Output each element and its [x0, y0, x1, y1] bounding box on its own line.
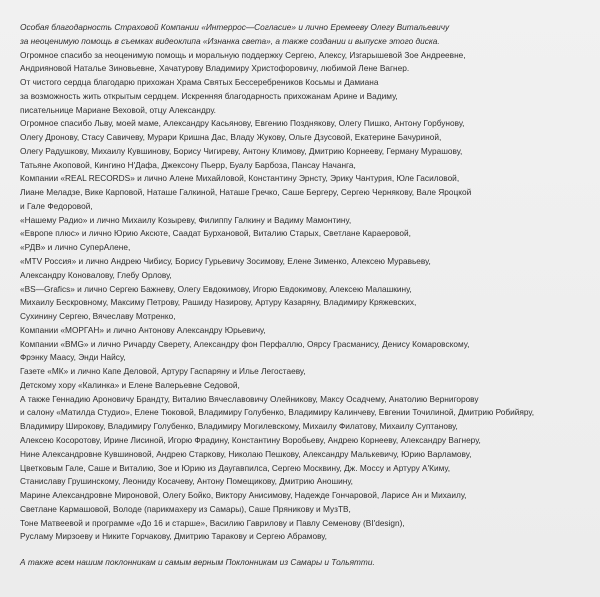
credit-line: писательнице Мариане Веховой, отцу Александру.: [20, 104, 216, 115]
credit-line: Огромное спасибо за неоценимую помощь и моральную поддержку Сергею, Алексу, Изгарышевой Зое Андреевне,: [20, 49, 466, 60]
credit-line: Марине Александровне Мироновой, Олегу Бойко, Виктору Анисимову, Надежде Гончаровой, Ларисе Ан и Михаилу,: [20, 490, 467, 501]
credit-line: Михаилу Бескровному, Максиму Петрову, Рашиду Назирову, Артуру Казаряну, Владимиру Кряжевских,: [20, 297, 417, 308]
credit-line: Газете «МК» и лично Капе Деловой, Артуру Гаспаряну и Илье Легостаеву,: [20, 366, 306, 377]
credit-line: Олегу Дронову, Стасу Савичеву, Мурари Кришна Дас, Владу Жукову, Ольге Дзусовой, Екатерине Бачуриной,: [20, 132, 442, 143]
credit-line: Андрияновой Наталье Зиновьевне, Хачатурову Владимиру Христофоровичу, любимой Лене Вагнер.: [20, 63, 410, 74]
closing-note: А также всем нашим поклонникам и самым верным Поклонникам из Самары и Тольятти.: [20, 557, 375, 567]
credit-line: и Гале Федоровой,: [20, 200, 93, 211]
credit-line: Владимиру Широкову, Владимиру Голубенко, Владимиру Могилевскому, Михаилу Филатову, Михаилу Суптанову,: [20, 421, 458, 432]
credit-line: Светлане Кармашовой, Володе (парикмахеру из Самары), Саше Пряникову и МузТВ,: [20, 503, 351, 514]
credit-line: «Нашему Радио» и лично Михаилу Козыреву, Филиппу Галкину и Вадиму Мамонтину,: [20, 214, 352, 225]
credit-line: за возможность жить открытым сердцем. Искренняя благодарность прихожанам Арине и Вадиму,: [20, 90, 398, 101]
credit-line: Компании «REAL RECORDS» и лично Алене Михайловой, Константину Эрнсту, Эрику Чантурия, Юле Гасиловой,: [20, 173, 460, 184]
credit-line: «РДВ» и лично СуперАлене,: [20, 242, 131, 253]
credit-line: А также Геннадию Ароновичу Брандту, Виталию Вячеславовичу Олейникову, Максу Осадчему, Анатолию Вернигорову: [20, 393, 479, 404]
credit-line: Компании «BMG» и лично Ричарду Сверету, Александру фон Перфаллю, Оярсу Грасманису, Денису Комаровскому,: [20, 338, 470, 349]
credit-line: за неоценимую помощь в съемках видеоклипа «Изнанка света», а также создании и выпуске этого диска.: [20, 35, 440, 46]
credit-line: Тоне Матвеевой и программе «До 16 и старше», Василию Гаврилову и Павлу Семенову (BI'design),: [20, 517, 405, 528]
credit-line: От чистого сердца благодарю прихожан Храма Святых Бессеребреников Косьмы и Дамиана: [20, 77, 379, 88]
credit-line: Александру Коновалову, Глебу Орлову,: [20, 269, 172, 280]
credit-line: «MTV Россия» и лично Андрею Чибису, Борису Гурьевичу Зосимову, Елене Зименко, Алексею Муравьеву,: [20, 256, 431, 267]
credit-line: Компании «МОРГАН» и лично Антонову Александру Юрьевичу,: [20, 324, 266, 335]
credit-line: Огромное спасибо Льву, моей маме, Александру Касьянову, Евгению Позднякову, Олегу Пишко, Антону Горбунову,: [20, 118, 465, 129]
credit-line: Олегу Радушкову, Михаилу Кувшинову, Борису Чигиреву, Антону Климову, Дмитрию Корнееву, Герману Мурашову,: [20, 145, 463, 156]
credit-line: Алексею Косоротову, Ирине Лисиной, Игорю Фрадину, Константину Воробьеву, Андрею Корнееву, Александру Вагнеру,: [20, 434, 481, 445]
credit-line: Особая благодарность Страховой Компании «Интеррос—Согласие» и лично Еремееву Олегу Витальевичу: [20, 22, 450, 32]
credit-line: Цветковым Гале, Саше и Виталию, Зое и Юрию из Даугавпилса, Сергею Москвину, Дж. Моссу и Артуру А'Киму,: [20, 462, 451, 473]
credit-line: Русламу Мирзоеву и Никите Горчакову, Дмитрию Таракову и Сергею Абрамову,: [20, 531, 327, 542]
credit-line: Лиане Меладзе, Вике Карповой, Наташе Галкиной, Наташе Гречко, Саше Бергеру, Сергею Чернякову, Вале Яроцкой: [20, 187, 472, 198]
credit-line: «Европе плюс» и лично Юрию Аксюте, Саадат Бурхановой, Виталию Старых, Светлане Караеровой,: [20, 228, 411, 239]
credit-line: «BS—Grafics» и лично Сергею Бажневу, Олегу Евдокимову, Игорю Евдокимову, Алексею Малашкину,: [20, 283, 412, 294]
credit-line: и салону «Матилда Студио», Елене Тюковой, Владимиру Голубенко, Владимиру Калинчеву, Евгении Точилиной, Дмитрию Робийяру,: [20, 407, 535, 418]
credit-line: Нине Александровне Кувшиновой, Андрею Старкову, Николаю Пешкову, Александру Малькевичу, Юрию Варламову,: [20, 448, 472, 459]
credit-line: Фрэнку Маасу, Энди Найсу,: [20, 352, 126, 363]
credit-line: Сухинину Сергею, Вячеславу Мотренко,: [20, 311, 176, 322]
credit-line: Станиславу Грушинскому, Леониду Косачеву, Антону Помещикову, Дмитрию Аношину,: [20, 476, 353, 487]
credit-line: Татьяне Акоповой, Кингино Н'Дафа, Джексону Пьерр, Буалу Барбоза, Пансау Начанга,: [20, 159, 356, 170]
credits-text-block: [20, 21, 590, 544]
credit-line: Детскому хору «Калинка» и Елене Валерьевне Седовой,: [20, 379, 240, 390]
